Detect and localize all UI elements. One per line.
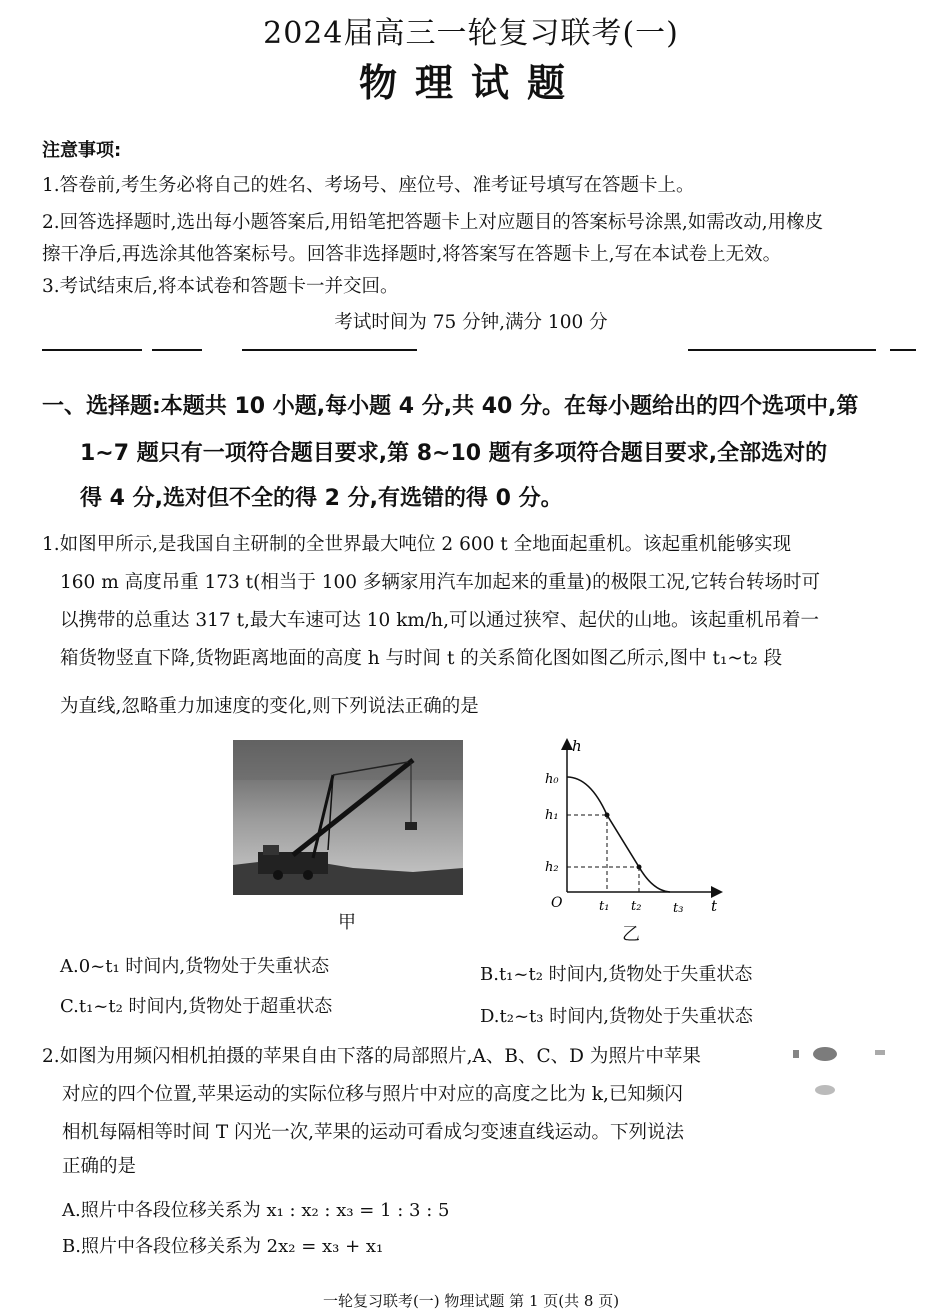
separator-line — [688, 349, 876, 351]
h0-label: h₀ — [545, 772, 559, 787]
apple-photo-fragment — [785, 1040, 895, 1100]
notice-item-2-cont: 擦干净后,再选涂其他答案标号。回答非选择题时,将答案写在答题卡上,写在本试卷上无效。 — [42, 244, 782, 265]
q1-line-4: 箱货物竖直下降,货物距离地面的高度 h 与时间 t 的关系简化图如图乙所示,图中 t₁~t₂ 段 — [60, 648, 783, 669]
q2-line-2: 对应的四个位置,苹果运动的实际位移与照片中对应的高度之比为 k,已知频闪 — [62, 1084, 683, 1105]
notice-item-2: 2.回答选择题时,选出每小题答案后,用铅笔把答题卡上对应题目的答案标号涂黑,如需改动,用橡皮 — [42, 212, 824, 233]
subject-title: 物理试题 — [358, 60, 583, 105]
page-footer: 一轮复习联考(一) 物理试题 第 1 页(共 8 页) — [322, 1292, 620, 1310]
separator-line — [242, 349, 417, 351]
section-heading-line-2: 1~7 题只有一项符合题目要求,第 8~10 题有多项符合题目要求,全部选对的 — [80, 441, 828, 466]
q1-line-2: 160 m 高度吊重 173 t(相当于 100 多辆家用汽车加起来的重量)的极限工况,它转台转场时可 — [60, 572, 821, 593]
notice-item-1: 1.答卷前,考生务必将自己的姓名、考场号、座位号、准考证号填写在答题卡上。 — [42, 175, 695, 196]
notice-heading: 注意事项: — [42, 140, 122, 161]
fig-a-caption: 甲 — [338, 912, 356, 933]
t3-label: t₃ — [673, 901, 684, 916]
q1-option-b: B.t₁~t₂ 时间内,货物处于失重状态 — [480, 964, 753, 985]
q2-line-1: 2.如图为用频闪相机拍摄的苹果自由下落的局部照片,A、B、C、D 为照片中苹果 — [42, 1046, 701, 1067]
q2-option-b: B.照片中各段位移关系为 2x₂ = x₃ + x₁ — [62, 1236, 384, 1257]
q1-option-c: C.t₁~t₂ 时间内,货物处于超重状态 — [60, 996, 333, 1017]
q2-line-4: 正确的是 — [62, 1156, 137, 1177]
h1-label: h₁ — [545, 808, 559, 823]
h-t-graph — [535, 735, 735, 925]
q1-option-a: A.0~t₁ 时间内,货物处于失重状态 — [60, 956, 330, 977]
q1-line-3: 以携带的总重达 317 t,最大车速可达 10 km/h,可以通过狭窄、起伏的山地。该起重机吊着一 — [60, 610, 819, 631]
h-axis-label: h — [572, 737, 582, 755]
h-t-curve — [567, 777, 670, 892]
origin-label: O — [551, 895, 563, 911]
exam-time-line: 考试时间为 75 分钟,满分 100 分 — [334, 312, 608, 333]
h2-label: h₂ — [545, 860, 559, 875]
fig-b-caption: 乙 — [622, 924, 640, 945]
t2-label: t₂ — [631, 899, 642, 914]
q1-line-1: 1.如图甲所示,是我国自主研制的全世界最大吨位 2 600 t 全地面起重机。该起重机能够实现 — [42, 534, 792, 555]
crane-photo — [233, 740, 463, 895]
apple-photo-drawing — [785, 1040, 895, 1100]
section-heading-line-3: 得 4 分,选对但不全的得 2 分,有选错的得 0 分。 — [80, 486, 563, 511]
q1-option-d: D.t₂~t₃ 时间内,货物处于失重状态 — [480, 1006, 753, 1027]
q1-line-5: 为直线,忽略重力加速度的变化,则下列说法正确的是 — [60, 696, 479, 717]
notice-item-3: 3.考试结束后,将本试卷和答题卡一并交回。 — [42, 276, 399, 297]
q2-line-3: 相机每隔相等时间 T 闪光一次,苹果的运动可看成匀变速直线运动。下列说法 — [62, 1122, 684, 1143]
separator-line — [42, 349, 142, 351]
exam-title: 2024届高三一轮复习联考(一) — [263, 16, 679, 51]
section-heading-line-1: 一、选择题:本题共 10 小题,每小题 4 分,共 40 分。在每小题给出的四个选项中,第 — [42, 394, 859, 419]
h-t-graph-drawing — [535, 735, 735, 925]
separator-line — [890, 349, 916, 351]
t1-label: t₁ — [599, 899, 610, 914]
t-axis-label: t — [711, 897, 718, 915]
q2-option-a: A.照片中各段位移关系为 x₁ : x₂ : x₃ = 1 : 3 : 5 — [62, 1200, 450, 1221]
crane-photo-drawing — [233, 740, 463, 895]
separator-line — [152, 349, 202, 351]
